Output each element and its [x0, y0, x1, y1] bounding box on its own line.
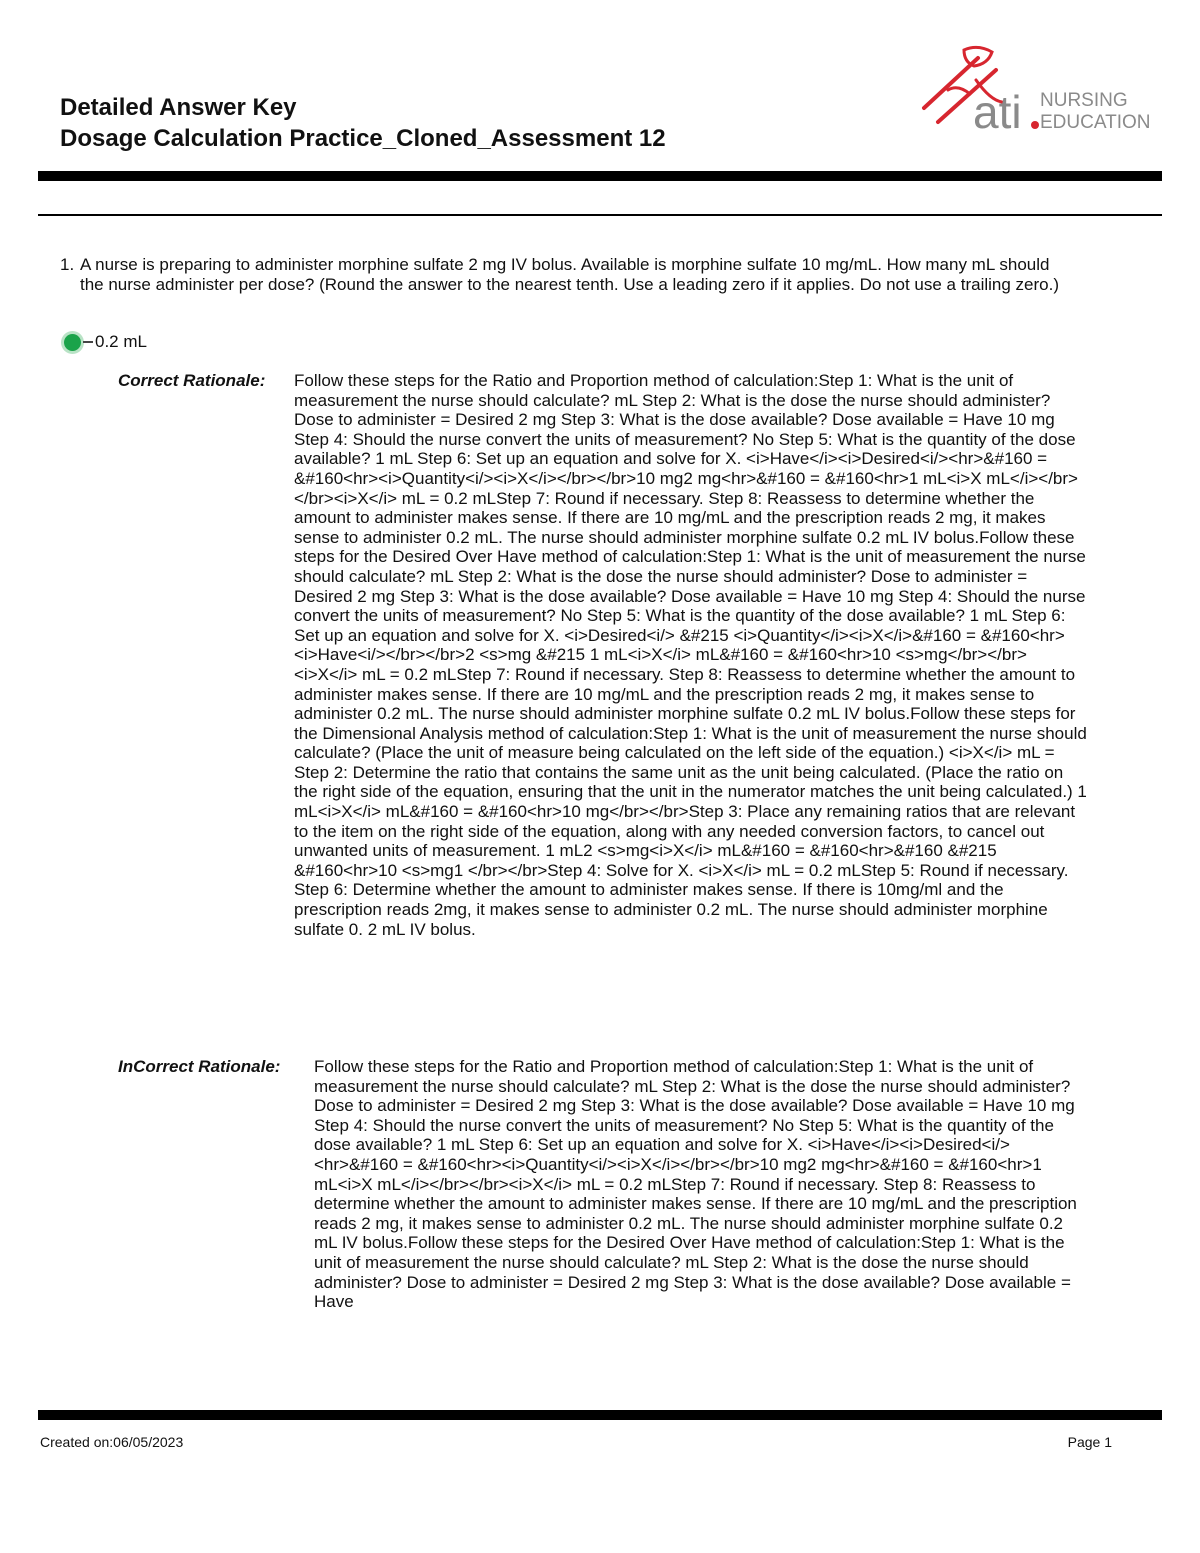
- incorrect-rationale-text: Follow these steps for the Ratio and Proportion method of calculation:Step 1: What is the unit of measurement the nurse should calculate? mL Step 2: What is the dose the nurse should administer? Dose to administer = Desired 2 mg Step 3: What is the dose available? Dose available = Have 10 mg Step 4: Should the nurse convert the units of measurement? No Step 5: What is the quantity of the dose available? 1 mL Step 6: Set up an equation and solve for X. <i>Have</i><i>Desired<i/><hr>&#160 = &#160<hr><i>Quantity<i/><i>X</i></br></br>10 mg2 mg<hr>&#160 = &#160<hr>1 mL<i>X mL</i></br></br><i>X</i> mL = 0.2 mLStep 7: Round if necessary. Step 8: Reassess to determine whether the amount to administer makes sense. If there are 10 mg/mL and the prescription reads 2 mg, it makes sense to administer 0.2 mL. The nurse should administer morphine sulfate 0.2 mL IV bolus.Follow these steps for the Desired Over Have method of calculation:Step 1: What is the unit of measurement the nurse should calculate? mL Step 2: What is the dose the nurse should administer? Dose to administer = Desired 2 mg Step 3: What is the dose available? Dose available = Have: [314, 1057, 1077, 1312]
- svg-text:ati: ati: [973, 86, 1022, 138]
- ati-nursing-education-logo: [918, 40, 1151, 140]
- header-rule-thick: [38, 171, 1162, 181]
- answer-value: 0.2 mL: [95, 332, 147, 351]
- incorrect-rationale-label: InCorrect Rationale:: [118, 1057, 281, 1076]
- question-text: A nurse is preparing to administer morphine sulfate 2 mg IV bolus. Available is morphine sulfate 10 mg/mL. How many mL should the nurse administer per dose? (Round the answer to the nearest tenth. Use a leading zero if it applies. Do not use a trailing zero.): [80, 255, 1059, 294]
- svg-text:NURSING: NURSING: [1040, 90, 1128, 111]
- page-number: Page 1: [1067, 1434, 1112, 1450]
- ati-logo-icon: [918, 40, 1151, 140]
- question-number: 1.: [60, 255, 75, 274]
- correct-rationale-text: Follow these steps for the Ratio and Proportion method of calculation:Step 1: What is the unit of measurement the nurse should calculate? mL Step 2: What is the dose the nurse should administer? Dose to administer = Desired 2 mg Step 3: What is the dose available? Dose available = Have 10 mg Step 4: Should the nurse convert the units of measurement? No Step 5: What is the quantity of the dose available? 1 mL Step 6: Set up an equation and solve for X. <i>Have</i><i>Desired<i/><hr>&#160 = &#160<hr><i>Quantity<i/><i>X</i></br></br>10 mg2 mg<hr>&#160 = &#160<hr>1 mL<i>X mL</i></br></br><i>X</i> mL = 0.2 mLStep 7: Round if necessary. Step 8: Reassess to determine whether the amount to administer makes sense. If there are 10 mg/mL and the prescription reads 2 mg, it makes sense to administer 0.2 mL. The nurse should administer morphine sulfate 0.2 mL IV bolus.Follow these steps for the Desired Over Have method of calculation:Step 1: What is the unit of measurement the nurse should calculate? mL Step 2: What is the dose the nurse should administer? Dose to administer = Desired 2 mg Step 3: What is the dose available? Dose available = Have 10 mg Step 4: Should the nurse convert the units of measurement? No Step 5: What is the quantity of the dose available? 1 mL Step 6: Set up an equation and solve for X. <i>Desired<i/> &#215 <i>Quantity</i><i>X</i>&#160 = &#160<hr><i>Have<i/></br></br>2 <s>mg &#215 1 mL<i>X</i> mL&#160 = &#160<hr>10 <s>mg</br></br><i>X</i> mL = 0.2 mLStep 7: Round if necessary. Step 8: Reassess to determine whether the amount to administer makes sense. If there are 10 mg/mL and the prescription reads 2 mg, it makes sense to administer 0.2 mL. The nurse should administer morphine sulfate 0.2 mL IV bolus.Follow these steps for the Dimensional Analysis method of calculation:Step 1: What is the unit of measurement the nurse should calculate? (Place the unit of measure being calculated on the left side of the equation.) <i>X</i> mL = Step 2: Determine the ratio that contains the same unit as the unit being calculated. (Place the ratio on the right side of the equation, ensuring that the unit in the numerator matches the unit being calculated.) 1 mL<i>X</i> mL&#160 = &#160<hr>10 mg</br></br>Step 3: Place any remaining ratios that are relevant to the item on the right side of the equation, along with any needed conversion factors, to cancel out unwanted units of measurement. 1 mL2 <s>mg<i>X</i> mL&#160 = &#160<hr>&#160 &#215 &#160<hr>10 <s>mg1 </br></br>Step 4: Solve for X. <i>X</i> mL = 0.2 mLStep 5: Round if necessary. Step 6: Determine whether the amount to administer makes sense. If there is 10mg/ml and the prescription reads 2mg, it makes sense to administer 0.2 mL. The nurse should administer morphine sulfate 0. 2 mL IV bolus.: [294, 371, 1087, 939]
- title-line-1: Detailed Answer Key: [60, 94, 297, 121]
- document-title: [60, 92, 666, 154]
- footer-rule: [38, 1410, 1162, 1420]
- header-rule-thin: [38, 214, 1162, 216]
- created-date: Created on:06/05/2023: [40, 1434, 184, 1450]
- title-line-2: Dosage Calculation Practice_Cloned_Assessment 12: [60, 125, 666, 152]
- svg-text:EDUCATION: EDUCATION: [1040, 112, 1151, 133]
- arrow-icon: [83, 341, 93, 343]
- correct-answer-icon: [64, 334, 81, 351]
- correct-rationale-label: Correct Rationale:: [118, 371, 266, 390]
- question-1: [60, 255, 1060, 294]
- correct-answer: [64, 331, 147, 353]
